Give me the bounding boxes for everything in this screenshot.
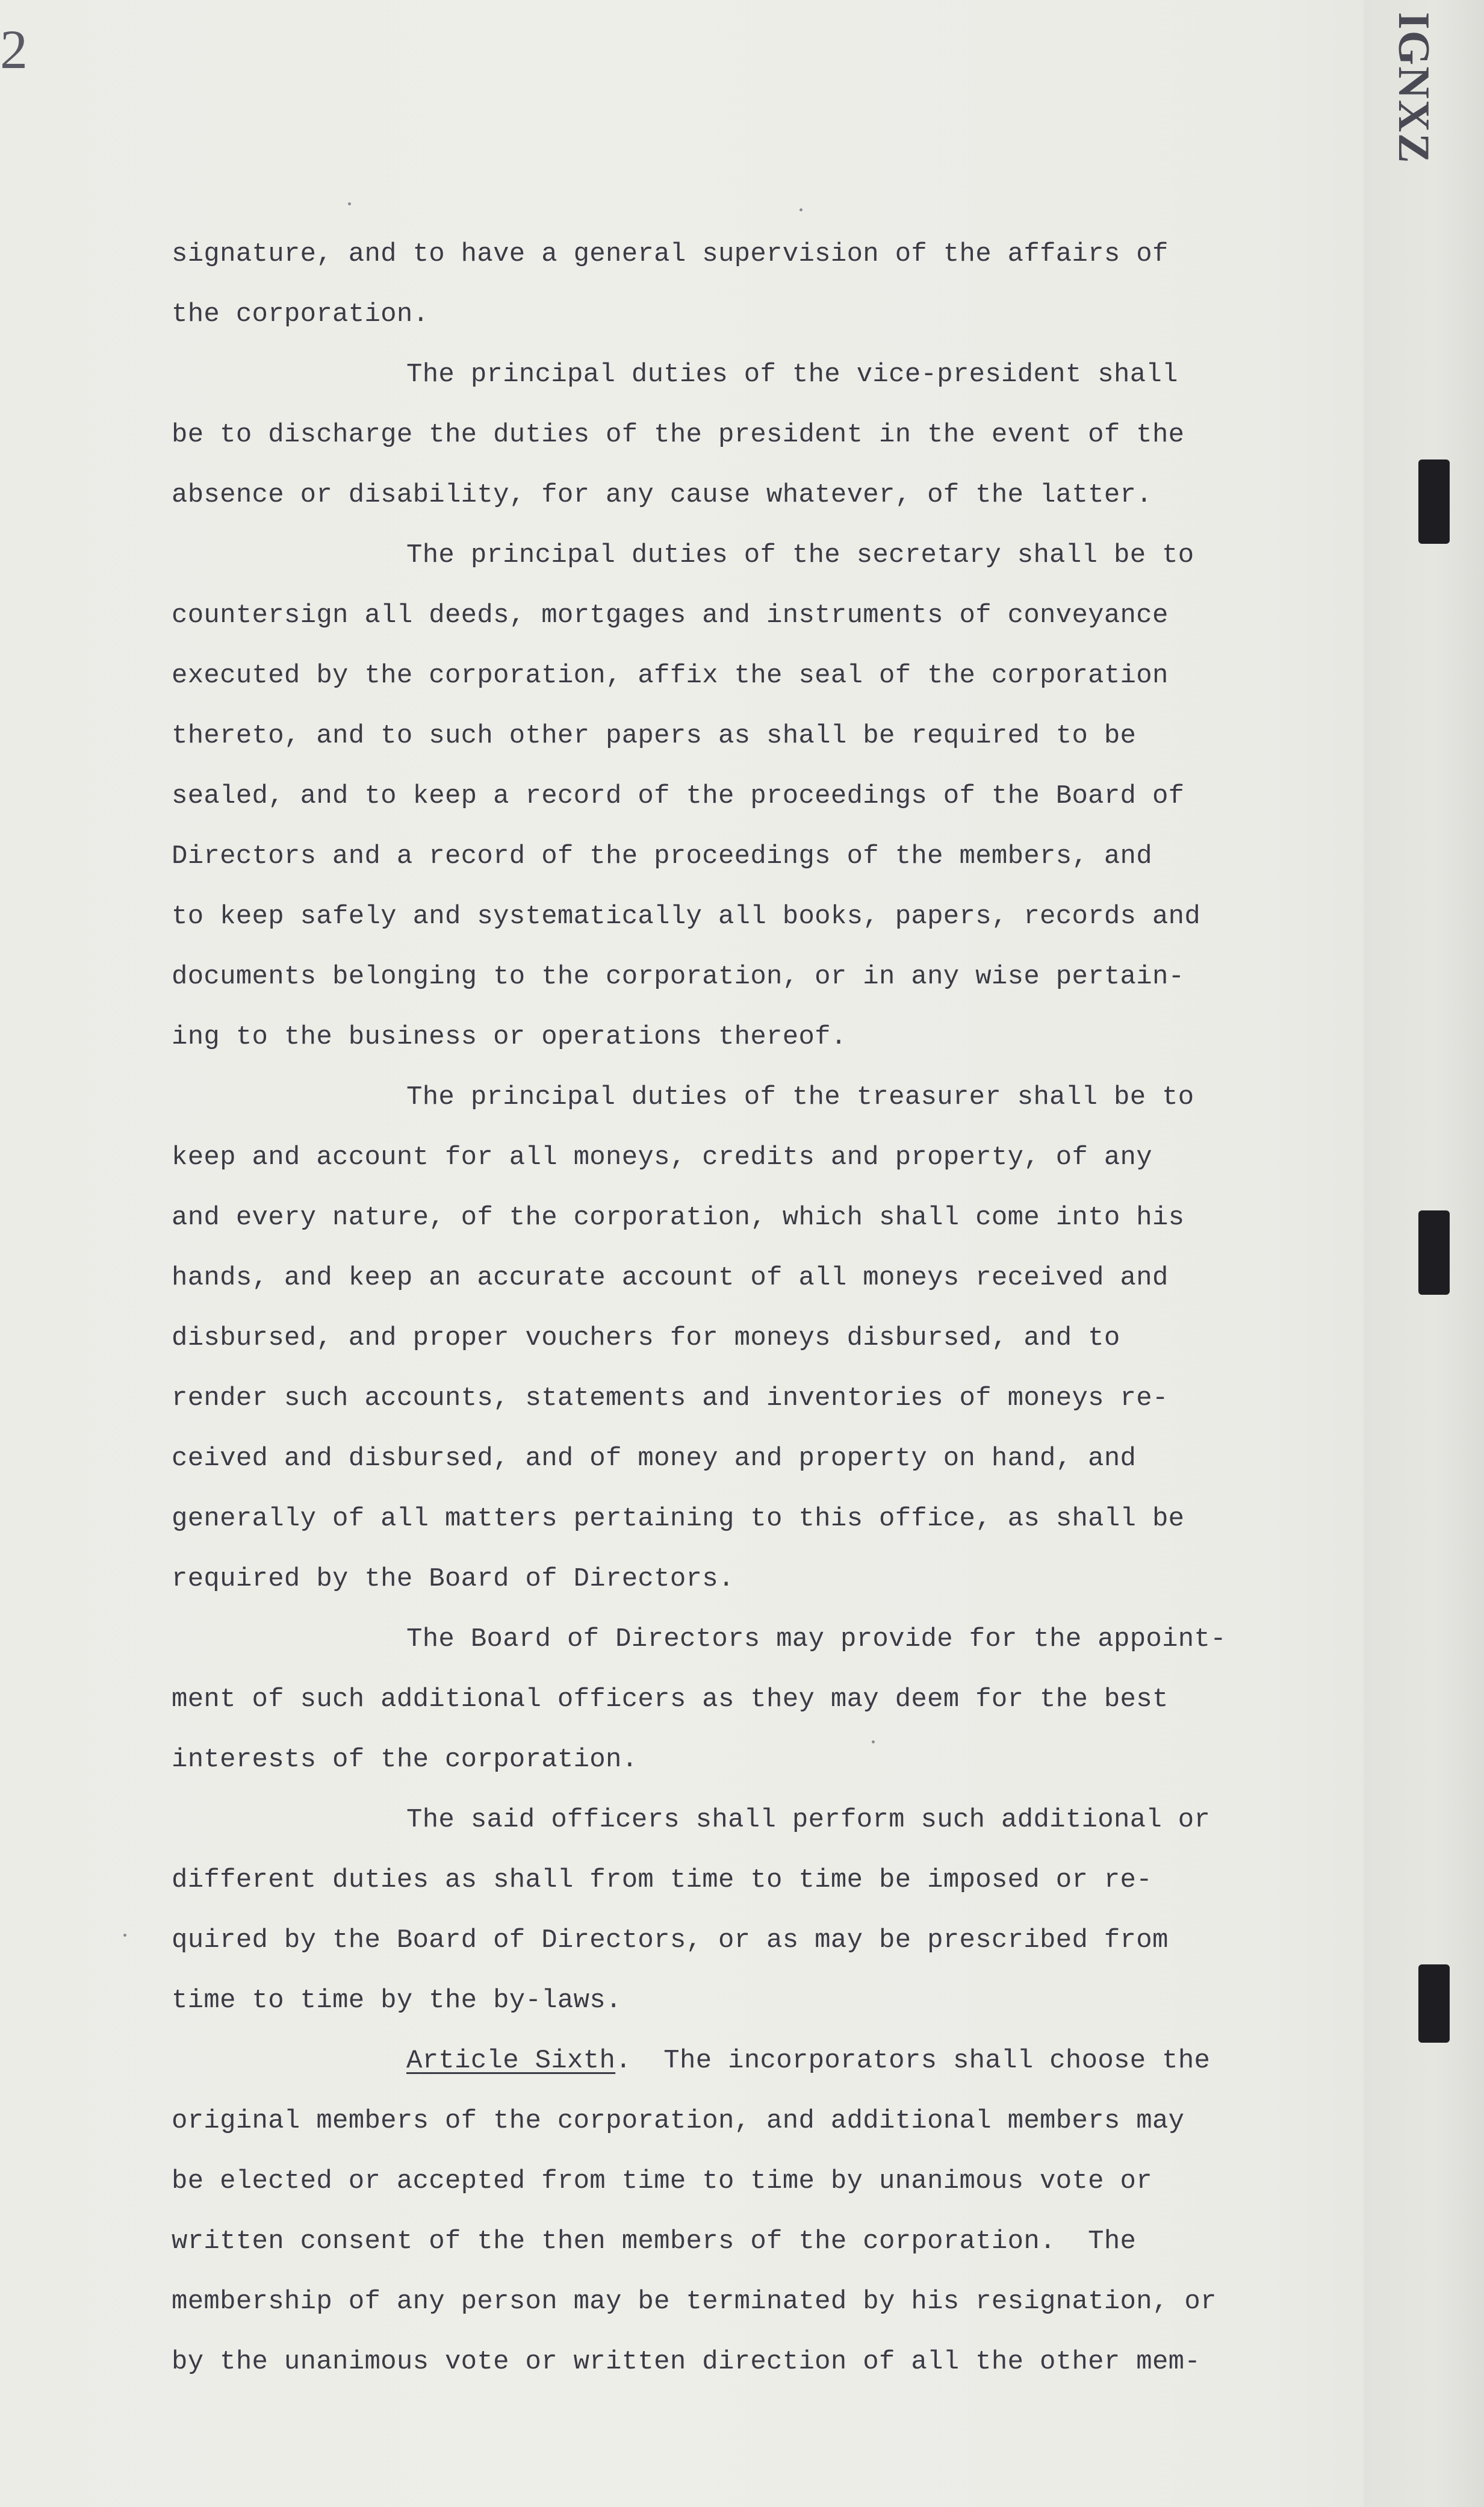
text-line: different duties as shall from time to time be imposed or re-	[172, 1865, 1152, 1895]
text-line: quired by the Board of Directors, or as may be prescribed from	[172, 1925, 1169, 1955]
text-line: original members of the corporation, and additional members may	[172, 2106, 1185, 2136]
text-line: documents belonging to the corporation, or in any wise pertain-	[172, 962, 1185, 992]
paper-speck	[799, 208, 803, 211]
margin-mark	[1418, 1210, 1450, 1295]
text-line: disbursed, and proper vouchers for moneys disbursed, and to	[172, 1323, 1120, 1353]
text-line: The Board of Directors may provide for the appoint-	[406, 1624, 1226, 1654]
page-number: 2	[0, 19, 28, 80]
text-line: countersign all deeds, mortgages and instruments of conveyance	[172, 600, 1169, 631]
text-line: keep and account for all moneys, credits and property, of any	[172, 1142, 1152, 1173]
article-heading-punct: .	[615, 2046, 632, 2076]
text-line: membership of any person may be terminated by his resignation, or	[172, 2287, 1217, 2317]
text-line: interests of the corporation.	[172, 1745, 638, 1775]
text-line: executed by the corporation, affix the seal of the corporation	[172, 661, 1169, 691]
text-line: The incorporators shall choose the	[663, 2046, 1211, 2076]
text-line: to keep safely and systematically all books, papers, records and	[172, 902, 1201, 932]
paper-speck	[348, 202, 351, 205]
text-line: The principal duties of the treasurer shall be to	[406, 1082, 1194, 1112]
text-line: render such accounts, statements and inventories of moneys re-	[172, 1383, 1169, 1413]
margin-mark	[1418, 1964, 1450, 2043]
text-line: The said officers shall perform such additional or	[406, 1805, 1211, 1835]
text-line: be to discharge the duties of the president in the event of the	[172, 420, 1185, 450]
text-line: The principal duties of the secretary shall be to	[406, 540, 1194, 570]
text-line: by the unanimous vote or written direction of all the other mem-	[172, 2347, 1201, 2377]
margin-mark	[1418, 459, 1450, 544]
text-line: be elected or accepted from time to time by unanimous vote or	[172, 2166, 1152, 2196]
margin-code: IGNXZ	[1389, 12, 1438, 164]
text-line: thereto, and to such other papers as shall be required to be	[172, 721, 1137, 751]
text-line: ceived and disbursed, and of money and property on hand, and	[172, 1443, 1137, 1474]
text-line: time to time by the by-laws.	[172, 1985, 622, 2016]
text-line: generally of all matters pertaining to this office, as shall be	[172, 1504, 1185, 1534]
text-line: absence or disability, for any cause whatever, of the latter.	[172, 480, 1152, 510]
text-line: and every nature, of the corporation, which shall come into his	[172, 1203, 1185, 1233]
text-line: ment of such additional officers as they may deem for the best	[172, 1684, 1169, 1714]
text-line: written consent of the then members of the corporation. The	[172, 2226, 1137, 2256]
article-heading: Article Sixth	[406, 2046, 616, 2076]
paper-speck	[123, 1934, 126, 1937]
text-line: required by the Board of Directors.	[172, 1564, 734, 1594]
text-line: ing to the business or operations thereof.	[172, 1022, 847, 1052]
typed-text-body	[172, 224, 1364, 2392]
text-line: the corporation.	[172, 299, 429, 329]
article-line	[172, 2031, 1364, 2091]
text-line: sealed, and to keep a record of the proceedings of the Board of	[172, 781, 1185, 811]
text-line: signature, and to have a general supervision of the affairs of	[172, 239, 1169, 269]
text-line: The principal duties of the vice-president shall	[406, 360, 1178, 390]
text-line: hands, and keep an accurate account of all moneys received and	[172, 1263, 1169, 1293]
text-line: Directors and a record of the proceedings of the members, and	[172, 841, 1152, 871]
